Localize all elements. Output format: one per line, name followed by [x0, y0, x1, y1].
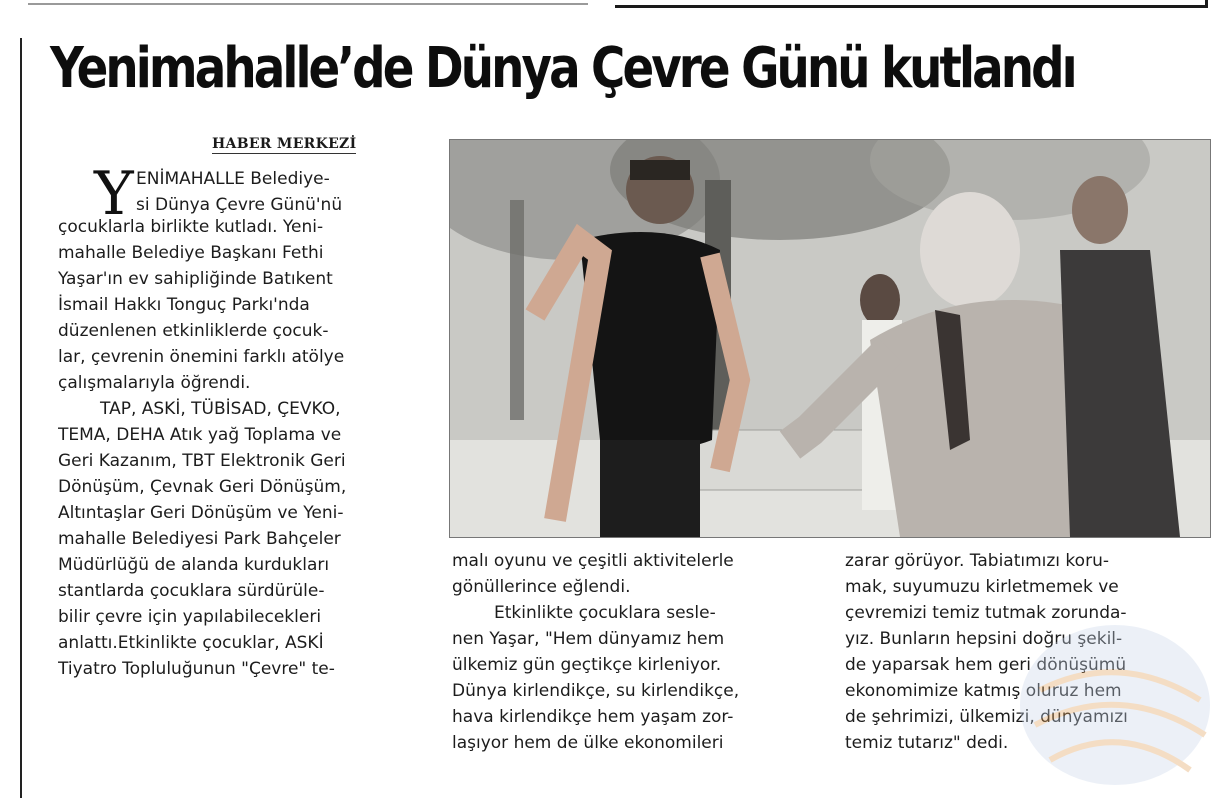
- text-line: Tiyatro Topluluğunun "Çevre" te-: [58, 659, 335, 679]
- text-line: laşıyor hem de ülke ekonomileri: [452, 733, 724, 753]
- watermark-swirl-icon: [1010, 610, 1218, 800]
- top-rule: [0, 0, 1218, 14]
- text-line: lar, çevrenin önemini farklı atölye: [58, 347, 345, 367]
- text-line: stantlarda çocuklara sürdürüle-: [58, 581, 325, 601]
- text-line: mahalle Belediyesi Park Bahçeler: [58, 529, 341, 549]
- top-rule-right: [615, 5, 1205, 8]
- article-photo: [449, 139, 1211, 538]
- text-line: hava kirlendikçe hem yaşam zor-: [452, 707, 734, 727]
- top-rule-tick: [1205, 0, 1208, 8]
- text-line: çocuklarla birlikte kutladı. Yeni-: [58, 217, 324, 237]
- text-line: zarar görüyor. Tabiatımızı koru-: [845, 551, 1109, 571]
- column-rule-left: [20, 38, 22, 798]
- top-rule-left: [28, 3, 588, 5]
- article-headline: Yenimahalle’de Dünya Çevre Günü kutlandı: [50, 36, 1075, 101]
- drop-cap: Y: [94, 159, 134, 229]
- text-line: Etkinlikte çocuklara sesle-: [494, 603, 716, 623]
- text-line: anlattı.Etkinlikte çocuklar, ASKİ: [58, 633, 324, 653]
- text-line: TEMA, DEHA Atık yağ Toplama ve: [58, 425, 342, 445]
- text-line: Dönüşüm, Çevnak Geri Dönüşüm,: [58, 477, 347, 497]
- text-line: de şehrimizi, ülkemizi, dünyamızı: [845, 707, 1128, 727]
- text-line: İsmail Hakkı Tonguç Parkı'nda: [58, 295, 310, 315]
- text-line: mahalle Belediye Başkanı Fethi: [58, 243, 324, 263]
- text-line: si Dünya Çevre Günü'nü: [136, 195, 343, 215]
- text-line: Müdürlüğü de alanda kurdukları: [58, 555, 330, 575]
- text-line: çevremizi temiz tutmak zorunda-: [845, 603, 1127, 623]
- photo-illustration: [450, 140, 1210, 537]
- text-line: temiz tutarız" dedi.: [845, 733, 1009, 753]
- text-line: düzenlenen etkinliklerde çocuk-: [58, 321, 329, 341]
- text-line: malı oyunu ve çeşitli aktivitelerle: [452, 551, 734, 571]
- text-line: Dünya kirlendikçe, su kirlendikçe,: [452, 681, 740, 701]
- article-column-2: [452, 548, 822, 756]
- text-line: nen Yaşar, "Hem dünyamız hem: [452, 629, 725, 649]
- text-line: gönüllerince eğlendi.: [452, 577, 631, 597]
- text-line: bilir çevre için yapılabilecekleri: [58, 607, 322, 627]
- text-line: çalışmalarıyla öğrendi.: [58, 373, 251, 393]
- text-line: TAP, ASKİ, TÜBİSAD, ÇEVKO,: [100, 399, 341, 419]
- text-line: ülkemiz gün geçtikçe kirleniyor.: [452, 655, 722, 675]
- text-line: ENİMAHALLE Belediye-: [136, 169, 330, 189]
- text-line: yız. Bunların hepsini doğru şekil-: [845, 629, 1123, 649]
- text-line: Geri Kazanım, TBT Elektronik Geri: [58, 451, 346, 471]
- first-lines: [136, 166, 342, 218]
- text-line: Altıntaşlar Geri Dönüşüm ve Yeni-: [58, 503, 344, 523]
- text-line: Yaşar'ın ev sahipliğinde Batıkent: [58, 269, 333, 289]
- text-line: ekonomimize katmış oluruz hem: [845, 681, 1122, 701]
- text-line: de yaparsak hem geri dönüşümü: [845, 655, 1127, 675]
- article-column-1: [58, 214, 420, 682]
- text-line: mak, suyumuzu kirletmemek ve: [845, 577, 1119, 597]
- byline: HABER MERKEZİ: [212, 136, 357, 152]
